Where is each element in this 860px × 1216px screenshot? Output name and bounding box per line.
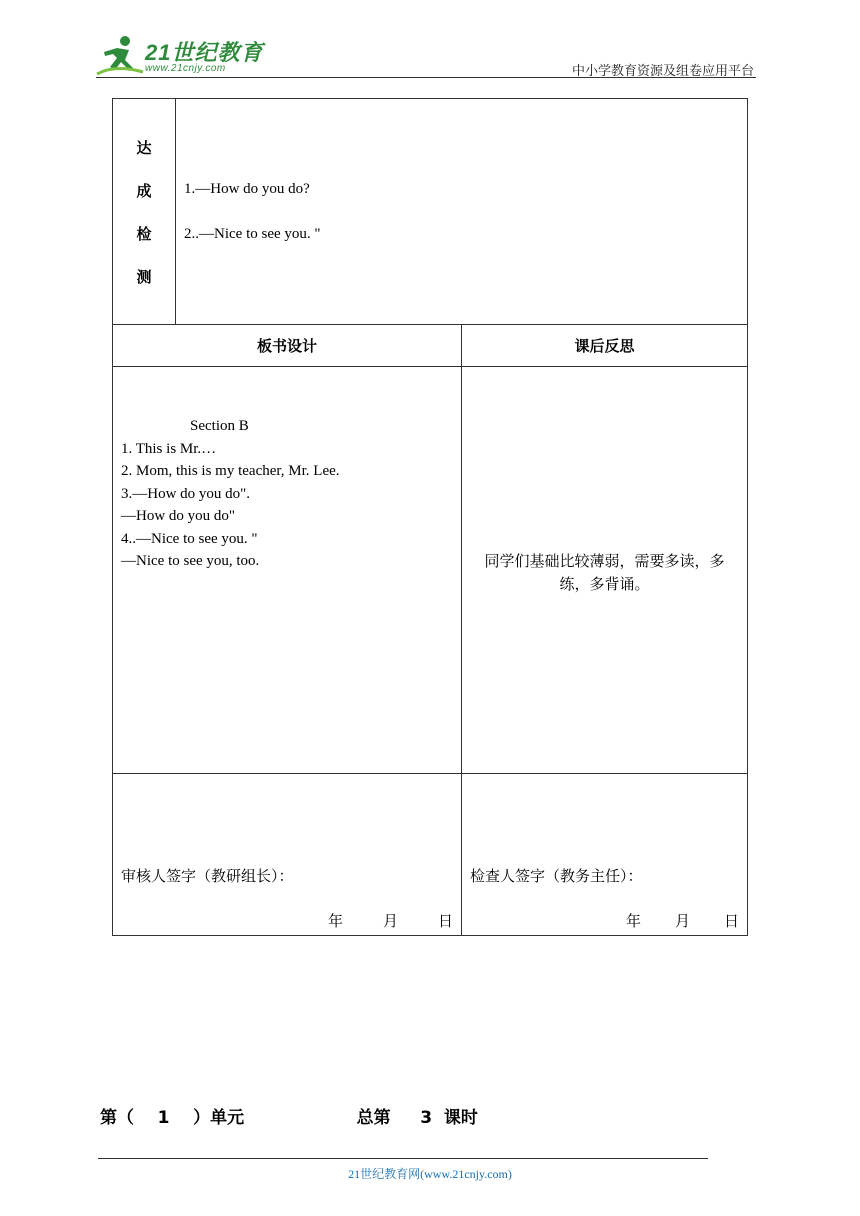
label-char: 达 xyxy=(136,138,152,157)
board-design-cell xyxy=(113,367,462,774)
board-line: 4..—Nice to see you. " xyxy=(121,530,258,547)
date-month: 月 xyxy=(382,912,398,930)
reflection-header: 课后反思 xyxy=(462,325,748,367)
label-char: 测 xyxy=(136,267,152,286)
inspector-signature-cell xyxy=(462,774,748,936)
reflection-cell xyxy=(462,367,748,774)
test-label-cell xyxy=(113,99,176,325)
logo-text: 21世纪教育 xyxy=(145,40,264,65)
test-vertical-label xyxy=(113,99,175,324)
board-design-header: 板书设计 xyxy=(113,325,462,367)
header-divider xyxy=(96,77,756,78)
footer-site-link[interactable]: 21世纪教育网(www.21cnjy.com) xyxy=(348,1167,512,1181)
date-day: 日 xyxy=(723,912,739,930)
test-row xyxy=(113,99,748,325)
reviewer-date xyxy=(328,910,453,931)
board-line: 2. Mom, this is my teacher, Mr. Lee. xyxy=(121,463,340,479)
inspector-label: 检查人签字（教务主任）： xyxy=(470,867,643,885)
date-day: 日 xyxy=(437,912,453,930)
logo-url: www.21cnjy.com xyxy=(145,63,226,74)
platform-name: 中小学教育资源及组卷应用平台 xyxy=(571,64,754,79)
date-year: 年 xyxy=(625,912,641,930)
label-char: 成 xyxy=(136,181,152,200)
test-line: 2..—Nice to see you. " xyxy=(184,226,321,242)
test-line: 1.—How do you do? xyxy=(184,181,310,197)
header-row xyxy=(113,325,748,367)
date-year: 年 xyxy=(327,912,343,930)
footer-divider xyxy=(98,1158,708,1159)
site-logo[interactable] xyxy=(95,34,265,78)
page-header xyxy=(0,0,860,80)
board-line: —How do you do" xyxy=(121,508,236,524)
reflection-text: 同学们基础比较薄弱，需要多读，多练，多背诵。 xyxy=(484,552,725,593)
date-month: 月 xyxy=(674,912,690,930)
board-title: Section B xyxy=(190,418,249,434)
test-content-cell xyxy=(176,99,748,325)
board-line: —Nice to see you, too. xyxy=(121,553,260,569)
board-line: 1. This is Mr.… xyxy=(121,440,217,457)
reviewer-signature-cell xyxy=(113,774,462,936)
lesson-table xyxy=(112,98,748,936)
signature-row xyxy=(113,774,748,936)
label-char: 检 xyxy=(136,224,152,243)
inspector-date xyxy=(626,910,739,931)
board-line: 3.—How do you do". xyxy=(121,485,251,502)
content-row xyxy=(113,367,748,774)
reviewer-label: 审核人签字（教研组长）： xyxy=(121,867,294,885)
runner-logo-icon xyxy=(95,34,145,76)
unit-lesson-info: 第（ 1 ）单元 总第 3 课时 xyxy=(100,1108,478,1128)
